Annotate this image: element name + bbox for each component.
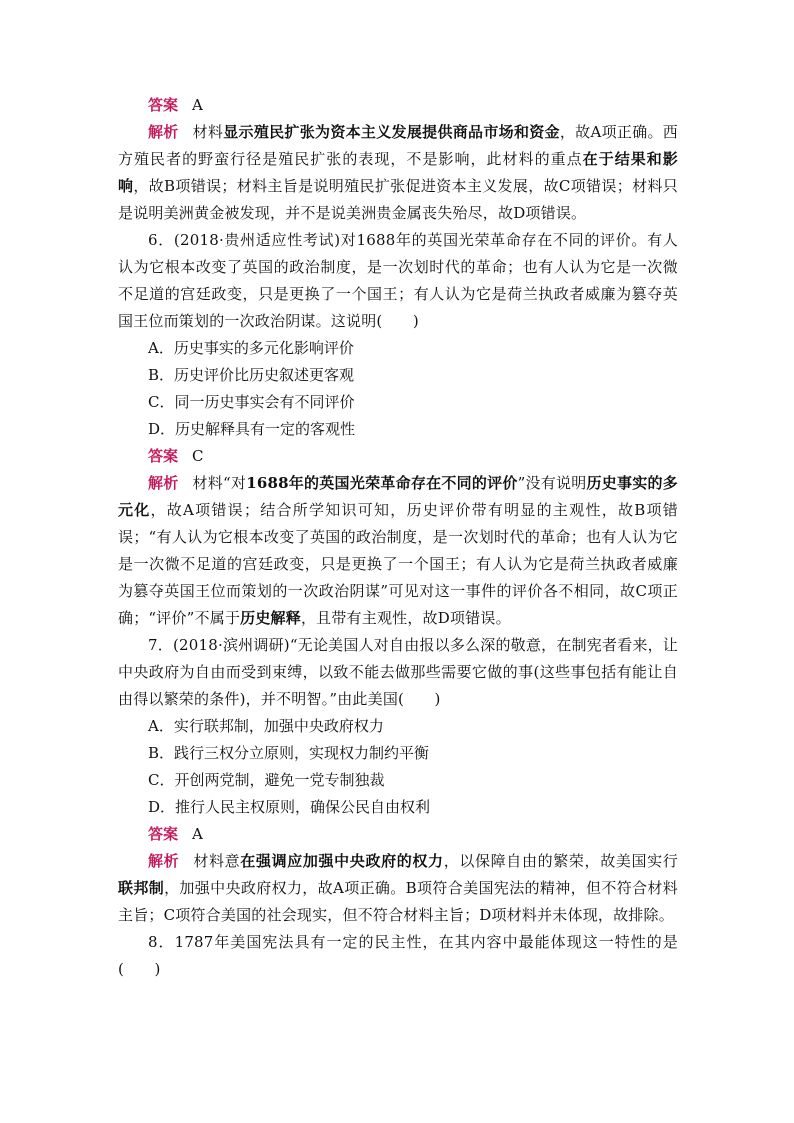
q7-stem: 7．(2018·滨州调研)“无论美国人对自由报以多么深的敬意，在制宪者看来，让中央政府为自由而受到束缚，以致不能去做那些需要它做的事(这些事包括有能让自由得以繁荣的条件)，并不明智。”由此美国( ): [118, 636, 678, 708]
explain-label: 解析: [148, 474, 179, 492]
explanation-run: ，故A项正确。西方殖民者的野蛮行径是殖民扩张的表现，不是影响，此材料的重点: [118, 123, 679, 168]
explanation-run: 显示殖民扩张为资本主义发展提供商品市场和资金: [223, 123, 560, 141]
q5-explanation: [118, 119, 678, 227]
q7-explanation-text: [118, 852, 678, 924]
explanation-run: 历史事实的多元化: [118, 474, 678, 519]
q7-answer: A: [192, 825, 203, 843]
explanation-run: 1688年的英国光荣革命存在不同的评价: [246, 474, 518, 492]
q6-answer-line: [118, 443, 678, 470]
document-page: [118, 92, 678, 983]
explain-label: 解析: [148, 852, 180, 870]
q7-option-a: A．实行联邦制，加强中央政府权力: [148, 717, 384, 735]
q7-option-b: B．践行三权分立原则，实现权力制约平衡: [148, 744, 430, 762]
explanation-run: 材料意: [193, 852, 241, 870]
q6-answer: C: [192, 447, 204, 465]
answer-label: 答案: [148, 447, 179, 465]
explanation-run: 在强调应加强中央政府的权力: [240, 852, 444, 870]
explanation-run: 材料“对: [192, 474, 247, 492]
explanation-run: ，以保障自由的繁荣，故美国实行: [443, 852, 678, 870]
q6-option-b: B．历史评价比历史叙述更客观: [148, 366, 355, 384]
explanation-run: ，故A项错误；结合所学知识可知，历史评价带有明显的主观性，故B项错误；“有人认为它根本改变了英国的政治制度，是一次划时代的革命；也有人认为它是一次微不足道的宫廷政变，只是更换了一个国王；有人认为它是荷兰执政者威廉为篡夺英国王位而策划的一次政治阴谋”可见对这一事件的评价各不相同，故C项正确；“评价”不属于: [118, 501, 678, 627]
explanation-run: ”没有说明: [517, 474, 587, 492]
explain-label: 解析: [148, 123, 179, 141]
q6-option-c: C．同一历史事实会有不同评价: [148, 393, 355, 411]
answer-label: 答案: [148, 96, 179, 114]
q8-stem: 8．1787年美国宪法具有一定的民主性，在其内容中最能体现这一特性的是( ): [118, 933, 678, 978]
q6-explanation-text: [118, 474, 678, 627]
explanation-run: ，故B项错误；材料主旨是说明殖民扩张促进资本主义发展，故C项错误；材料只是说明美洲黄金被发现，并不是说美洲贵金属丧失殆尽，故D项错误。: [118, 177, 678, 222]
q5-answer-line: [118, 92, 678, 119]
q7-option-c: C．开创两党制，避免一党专制独裁: [148, 771, 385, 789]
q6-option-d: D．历史解释具有一定的客观性: [148, 420, 356, 438]
q5-explanation-text: [118, 123, 678, 222]
q6-stem: 6．(2018·贵州适应性考试)对1688年的英国光荣革命存在不同的评价。有人认为它根本改变了英国的政治制度，是一次划时代的革命；也有人认为它是一次微不足道的宫廷政变，只是更换了一个国王；有人认为它是荷兰执政者威廉为篡夺英国王位而策划的一次政治阴谋。这说明( ): [118, 231, 678, 330]
q7-explanation: [118, 848, 678, 929]
explanation-run: ，且带有主观性，故D项错误。: [300, 609, 511, 627]
q6-explanation: [118, 470, 678, 632]
answer-label: 答案: [148, 825, 179, 843]
q7-option-d: D．推行人民主权原则，确保公民自由权利: [148, 798, 431, 816]
q7-answer-line: [118, 821, 678, 848]
explanation-run: 联邦制: [118, 879, 165, 897]
explanation-run: 历史解释: [240, 609, 301, 627]
explanation-run: 在于结果和影响: [118, 150, 678, 195]
explanation-run: 材料: [192, 123, 224, 141]
q6-option-a: A．历史事实的多元化影响评价: [148, 339, 354, 357]
explanation-run: ，加强中央政府权力，故A项正确。B项符合美国宪法的精神，但不符合材料主旨；C项符合美国的社会现实，但不符合材料主旨；D项材料并未体现，故排除。: [118, 879, 678, 924]
q5-answer: A: [192, 96, 203, 114]
